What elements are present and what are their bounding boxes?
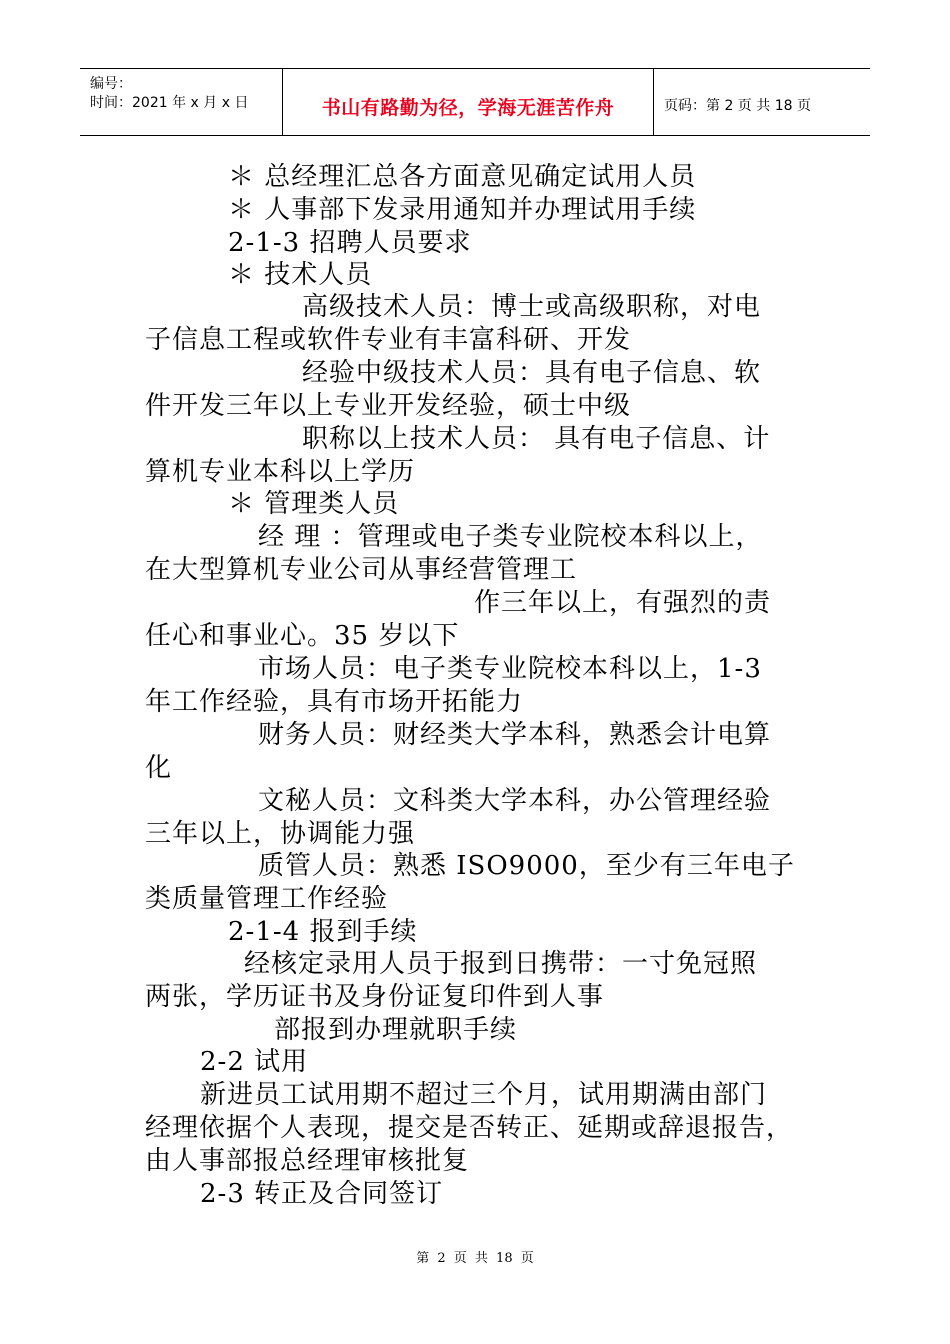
body-line: 化 xyxy=(145,753,173,783)
document-date: 时间：2021 年 x 月 x 日 xyxy=(90,95,249,111)
body-line: 职称以上技术人员： 具有电子信息、计 xyxy=(302,424,771,454)
header-page-info: 页码：第 2 页 共 18 页 xyxy=(664,98,811,114)
header-motto: 书山有路勤为径，学海无涯苦作舟 xyxy=(321,97,615,119)
page-footer: 第 2 页 共 18 页 xyxy=(416,1251,534,1266)
body-line: 文秘人员：文科类大学本科，办公管理经验 xyxy=(258,786,772,816)
section-heading: 2-1-3 招聘人员要求 xyxy=(228,228,472,258)
body-line: 经验中级技术人员：具有电子信息、软 xyxy=(302,358,762,388)
body-line: 市场人员：电子类专业院校本科以上，1-3 xyxy=(258,654,762,684)
body-line: ＊ 总经理汇总各方面意见确定试用人员 xyxy=(228,162,697,192)
section-heading: 2-3 转正及合同签订 xyxy=(200,1179,444,1209)
body-line: 经理依据个人表现，提交是否转正、延期或辞退报告， xyxy=(145,1113,794,1143)
body-line: ＊ 人事部下发录用通知并办理试用手续 xyxy=(228,195,697,225)
section-heading: 2-1-4 报到手续 xyxy=(228,917,418,947)
body-line: 财务人员：财经类大学本科，熟悉会计电算 xyxy=(258,720,772,750)
body-line: 经 理 ：管理或电子类专业院校本科以上， xyxy=(258,522,763,552)
body-line: 类质量管理工作经验 xyxy=(145,884,389,914)
body-line: 作三年以上，有强烈的责 xyxy=(474,588,772,618)
body-line: 由人事部报总经理审核批复 xyxy=(145,1146,470,1176)
body-line: ＊ 管理类人员 xyxy=(228,489,400,519)
body-line: 高级技术人员：博士或高级职称，对电 xyxy=(302,292,762,322)
section-heading: 2-2 试用 xyxy=(200,1047,309,1077)
body-line: 在大型算机专业公司从事经营管理工 xyxy=(145,555,578,585)
body-line: 子信息工程或软件专业有丰富科研、开发 xyxy=(145,325,632,355)
body-line: 部报到办理就职手续 xyxy=(274,1015,518,1045)
body-line: 三年以上，协调能力强 xyxy=(145,819,416,849)
body-line: 质管人员：熟悉 ISO9000，至少有三年电子 xyxy=(258,851,795,881)
body-line: 经核定录用人员于报到日携带：一寸免冠照 xyxy=(244,949,758,979)
body-line: 新进员工试用期不超过三个月，试用期满由部门 xyxy=(200,1080,768,1110)
body-line: 两张，学历证书及身份证复印件到人事 xyxy=(145,982,605,1012)
body-line: 件开发三年以上专业开发经验，硕士中级 xyxy=(145,391,632,421)
document-number-label: 编号： xyxy=(90,76,132,92)
body-line: 年工作经验，具有市场开拓能力 xyxy=(145,687,524,717)
body-line: 任心和事业心。35 岁以下 xyxy=(145,621,460,651)
body-line: 算机专业本科以上学历 xyxy=(145,457,416,487)
body-line: ＊ 技术人员 xyxy=(228,260,373,290)
